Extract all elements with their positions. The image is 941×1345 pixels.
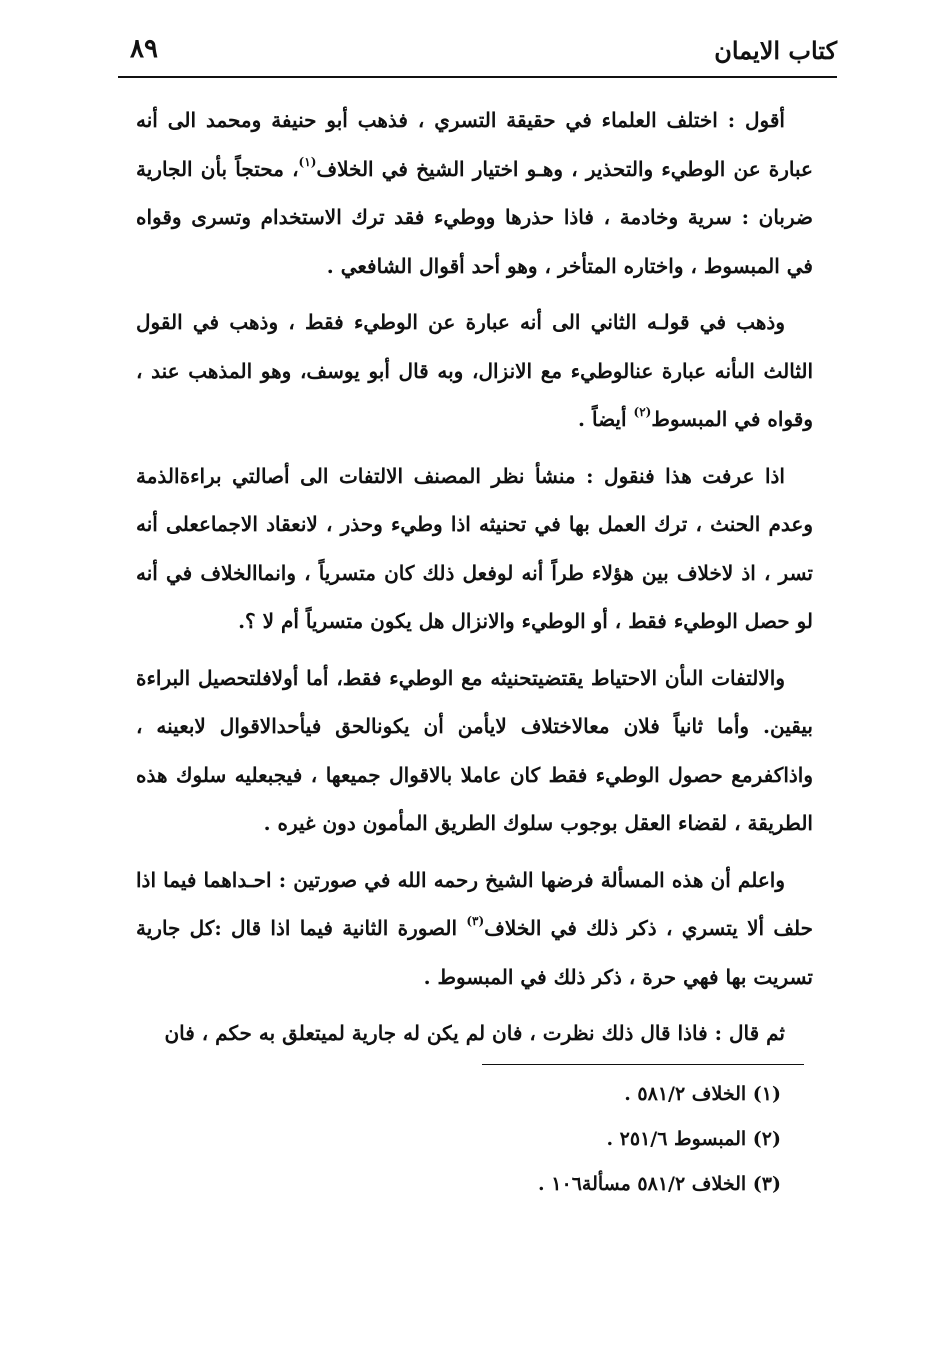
main-text xyxy=(136,96,813,1058)
paragraph-1: أقول : اختلف العلماء في حقيقة التسري ، فذهب أبو حنيفة ومحمد الى أنه عبارة عن الوطيء والتحذير ، وهـو اختيار الشيخ في الخلاف$^{(١)}$، محتجاً بأن الجارية ضربان : سرية وخادمة ، فاذا حذرها ووطيء فقد ترك الاستخدام وتسرى وقواه في المبسوط ، واختاره المتأخر ، وهو أحد أقوال الشافعي . xyxy=(136,108,813,278)
page-header xyxy=(118,30,837,78)
footnote-1: (١) الخلاف ٥٨١/٢ . xyxy=(624,1083,781,1105)
chapter-title: كتاب الايمان xyxy=(714,36,837,65)
footnote-ref-2: (٢) xyxy=(633,405,652,419)
footnote-ref-1: (١) xyxy=(298,154,317,169)
paragraph-5: واعلم أن هذه المسألة فرضها الشيخ رحمه الله في صورتين : احـداهما فيما اذا حلف ألا يتسري ، ذكر ذلك في الخلاف$^{(٣)}$ الصورة الثانية فيما اذا قال :كل جارية تسريت بها فهي حرة ، ذكر ذلك في المبسوط . xyxy=(136,867,814,989)
footnotes xyxy=(300,1072,781,1207)
footnote-divider xyxy=(482,1064,804,1065)
paragraph-4: والالتفات الىأن الاحتياط يقتضيتحنيثه مع الوطيء فقط، أما أولافلتحصيل البراءة بيقين. وأما ثانياً فلان معالاختلاف لايأمن أن يكونالحق فيأحدالاقوال لابعينه ، واذاكفرمع حصول الوطيء فقط كان عاملا بالاقوال جميعها ، فيجبعليه سلوك هذه الطريقة ، لقضاء العقل بوجوب سلوك الطريق المأمون دون غيره . xyxy=(136,665,814,835)
footnote-2: (٢) المبسوط ٢٥١/٦ . xyxy=(606,1128,781,1150)
page-number: ٨٩ xyxy=(130,34,158,64)
footnote-3: (٣) الخلاف ٥٨١/٢ مسألة١٠٦ . xyxy=(538,1173,781,1195)
paragraph-3: اذا عرفت هذا فنقول : منشأ نظر المصنف الالتفات الى أصالتي براءةالذمة وعدم الحنث ، ترك العمل بها في تحنيثه اذا وطيء وحذر ، لانعقاد الاجماععلى أنه تسر ، اذ لاخلاف بين هؤلاء طراً أنه لوفعل ذلك كان متسرياً ، وانماالخلاف في أنه لو حصل الوطيء فقط ، أو الوطيء والانزال هل يكون متسرياً أم لا ؟. xyxy=(136,463,813,633)
paragraph-6: ثم قال : فاذا قال ذلك نظرت ، فان لم يكن له جارية لميتعلق به حكم ، فان xyxy=(164,1021,785,1045)
footnote-ref-3: (٣) xyxy=(466,914,485,928)
paragraph-2: وذهب في قولـه الثاني الى أنه عبارة عن الوطيء فقط ، وذهب في القول الثالث الىأنه عبارة عنالوطيء مع الانزال، وبه قال أبو يوسف، وهو المذهب عند ، وقواه في المبسوط$^{(٢)}$ أيضاً . xyxy=(136,310,814,431)
